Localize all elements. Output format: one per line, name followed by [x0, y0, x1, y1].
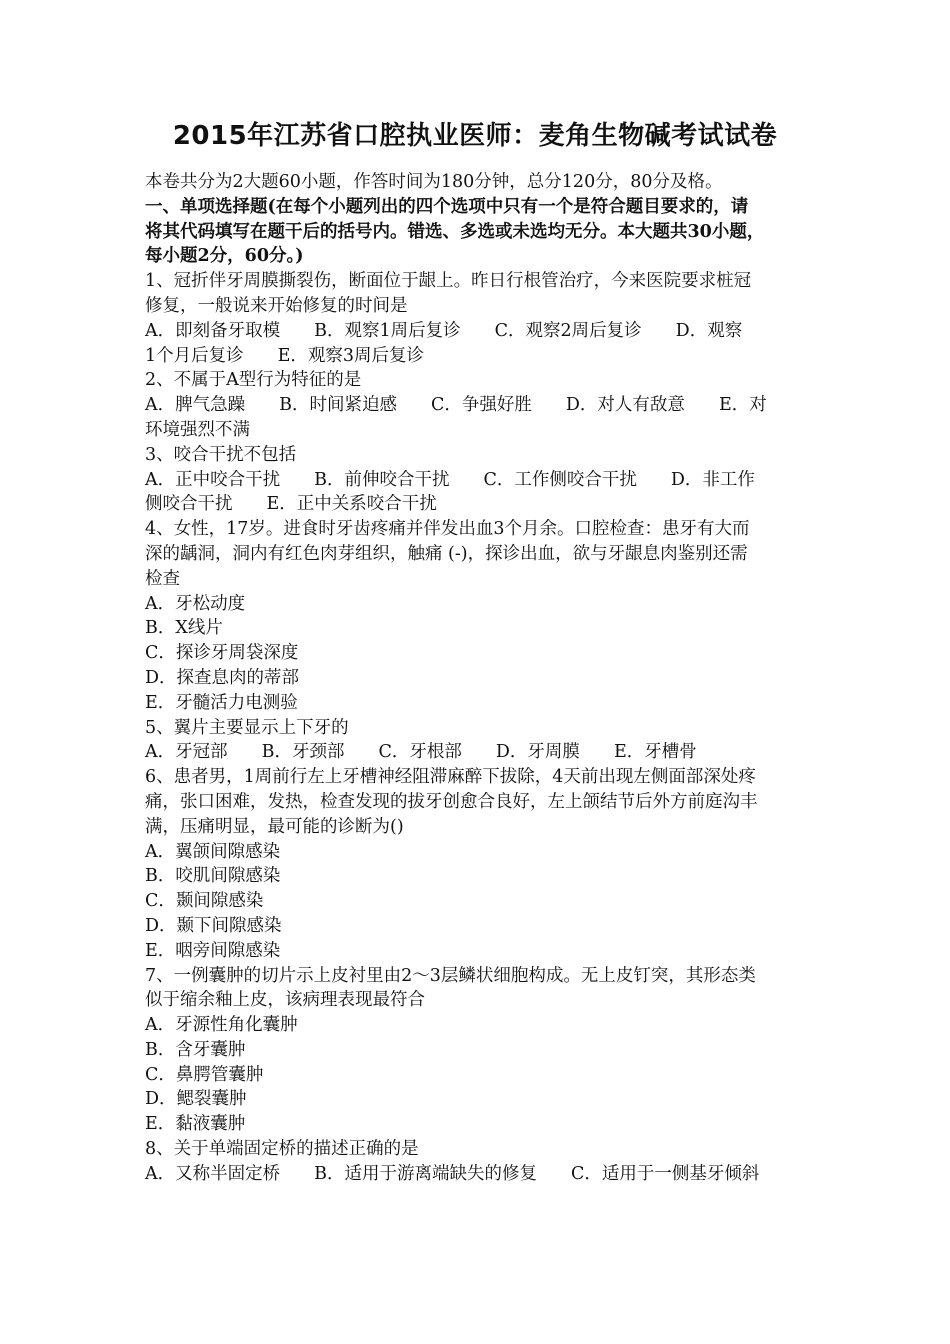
answer-option: D．对人有敌意 — [565, 395, 685, 416]
answer-options-line — [145, 1038, 817, 1063]
answer-option: B．观察1周后复诊 — [314, 320, 461, 341]
question-item — [145, 368, 817, 442]
answer-option: B．咬肌间隙感染 — [145, 866, 281, 887]
answer-option: E．牙槽骨 — [613, 742, 697, 763]
answer-option: 环境强烈不满 — [145, 419, 250, 440]
answer-option: C．牙根部 — [378, 742, 462, 763]
question-stem-line: 深的龋洞，洞内有红色肉芽组织，触痛 (-)，探诊出血，欲与牙龈息肉鉴别还需 — [145, 543, 748, 564]
question-stem-line: 2、不属于A型行为特征的是 — [145, 370, 362, 391]
question-item — [145, 517, 817, 715]
answer-option: A．即刻备牙取模 — [145, 320, 281, 341]
answer-options-line — [145, 1087, 817, 1112]
answer-options-line — [145, 492, 817, 517]
question-stem-line: 7、一例囊肿的切片示上皮衬里由2～3层鳞状细胞构成。无上皮钉突，其形态类 — [145, 965, 756, 986]
question-item — [145, 716, 817, 766]
answer-options-line — [145, 740, 817, 765]
answer-options-line — [145, 641, 817, 666]
question-item — [145, 443, 817, 517]
question-list — [145, 269, 817, 1186]
answer-option: B．适用于游离端缺失的修复 — [314, 1163, 537, 1184]
answer-options-line — [145, 1162, 817, 1187]
section-heading-line: 将其代码填写在题干后的括号内。错选、多选或未选均无分。本大题共30小题， — [145, 221, 765, 242]
answer-option: E．黏液囊肿 — [145, 1114, 246, 1135]
answer-option: C．工作侧咬合干扰 — [483, 469, 637, 490]
answer-options-line — [145, 691, 817, 716]
question-stem-line: 4、女性，17岁。进食时牙齿疼痛并伴发出血3个月余。口腔检查：患牙有大而 — [145, 519, 750, 540]
answer-option: E．观察3周后复诊 — [277, 345, 425, 366]
answer-options-line — [145, 1063, 817, 1088]
answer-options-line — [145, 840, 817, 865]
answer-option: C．探诊牙周袋深度 — [145, 643, 299, 664]
answer-option: E．正中关系咬合干扰 — [266, 494, 437, 515]
section-heading-line: 每小题2分，60分。) — [145, 246, 304, 267]
question-stem-line: 满，压痛明显，最可能的诊断为() — [145, 816, 404, 837]
answer-option: A．脾气急躁 — [145, 395, 246, 416]
section-heading — [145, 195, 817, 269]
question-item — [145, 765, 817, 963]
answer-option: C．观察2周后复诊 — [494, 320, 642, 341]
question-item — [145, 1137, 817, 1187]
question-item — [145, 964, 817, 1138]
answer-option: D．观察 — [675, 320, 743, 341]
question-stem-line: 痛，张口困难，发热，检查发现的拔牙创愈合良好，左上颌结节后外方前庭沟丰 — [145, 791, 758, 812]
answer-option: C．鼻腭管囊肿 — [145, 1064, 264, 1085]
answer-options-line — [145, 864, 817, 889]
answer-option: A．牙源性角化囊肿 — [145, 1015, 298, 1036]
answer-option: 1个月后复诊 — [145, 345, 244, 366]
answer-option: C．适用于一侧基牙倾斜 — [571, 1163, 760, 1184]
answer-option: D．非工作 — [670, 469, 755, 490]
answer-options-line — [145, 666, 817, 691]
document-title: 2015年江苏省口腔执业医师：麦角生物碱考试试卷 — [172, 121, 778, 151]
answer-options-line — [145, 914, 817, 939]
section-heading-line: 一、单项选择题(在每个小题列出的四个选项中只有一个是符合题目要求的，请 — [145, 196, 749, 217]
question-item — [145, 269, 817, 368]
answer-option: B．牙颈部 — [261, 742, 345, 763]
answer-options-line — [145, 592, 817, 617]
answer-option: C．争强好胜 — [431, 395, 532, 416]
answer-option: A．牙松动度 — [145, 593, 246, 614]
answer-option: E．牙髓活力电测验 — [145, 692, 298, 713]
answer-option: A．牙冠部 — [145, 742, 228, 763]
answer-options-line — [145, 393, 817, 418]
answer-options-line — [145, 889, 817, 914]
question-stem-line: 检查 — [145, 568, 180, 589]
answer-option: E．咽旁间隙感染 — [145, 940, 281, 961]
answer-option: A．翼颌间隙感染 — [145, 841, 281, 862]
answer-options-line — [145, 319, 817, 344]
answer-option: D．探查息肉的蒂部 — [145, 667, 300, 688]
answer-options-line — [145, 616, 817, 641]
answer-options-line — [145, 1013, 817, 1038]
answer-option: D．颞下间隙感染 — [145, 915, 282, 936]
answer-option: A．正中咬合干扰 — [145, 469, 281, 490]
question-stem-line: 修复，一般说来开始修复的时间是 — [145, 295, 408, 316]
question-stem-line: 5、翼片主要显示上下牙的 — [145, 717, 349, 738]
answer-option: C．颞间隙感染 — [145, 891, 264, 912]
answer-options-line — [145, 344, 817, 369]
question-stem-line: 3、咬合干扰不包括 — [145, 444, 297, 465]
answer-option: E．对 — [718, 395, 767, 416]
answer-option: B．含牙囊肿 — [145, 1039, 246, 1060]
question-stem-line: 6、患者男，1周前行左上牙槽神经阻滞麻醉下拔除，4天前出现左侧面部深处疼 — [145, 767, 756, 788]
answer-options-line — [145, 939, 817, 964]
answer-option: D．牙周膜 — [495, 742, 580, 763]
question-stem-line: 1、冠折伴牙周膜撕裂伤，断面位于龈上。昨日行根管治疗，今来医院要求桩冠 — [145, 271, 752, 292]
answer-options-line — [145, 1112, 817, 1137]
document-body — [145, 170, 817, 1187]
answer-option: B．X线片 — [145, 618, 223, 639]
question-stem-line: 似于缩余釉上皮，该病理表现最符合 — [145, 990, 425, 1011]
answer-options-line — [145, 418, 817, 443]
answer-option: B．时间紧迫感 — [279, 395, 398, 416]
answer-option: B．前伸咬合干扰 — [314, 469, 450, 490]
answer-options-line — [145, 468, 817, 493]
answer-option: D．鳃裂囊肿 — [145, 1089, 247, 1110]
exam-intro: 本卷共分为2大题60小题，作答时间为180分钟，总分120分，80分及格。 — [145, 172, 723, 192]
question-stem-line: 8、关于单端固定桥的描述正确的是 — [145, 1139, 419, 1160]
answer-option: 侧咬合干扰 — [145, 494, 233, 515]
answer-option: A．又称半固定桥 — [145, 1163, 281, 1184]
